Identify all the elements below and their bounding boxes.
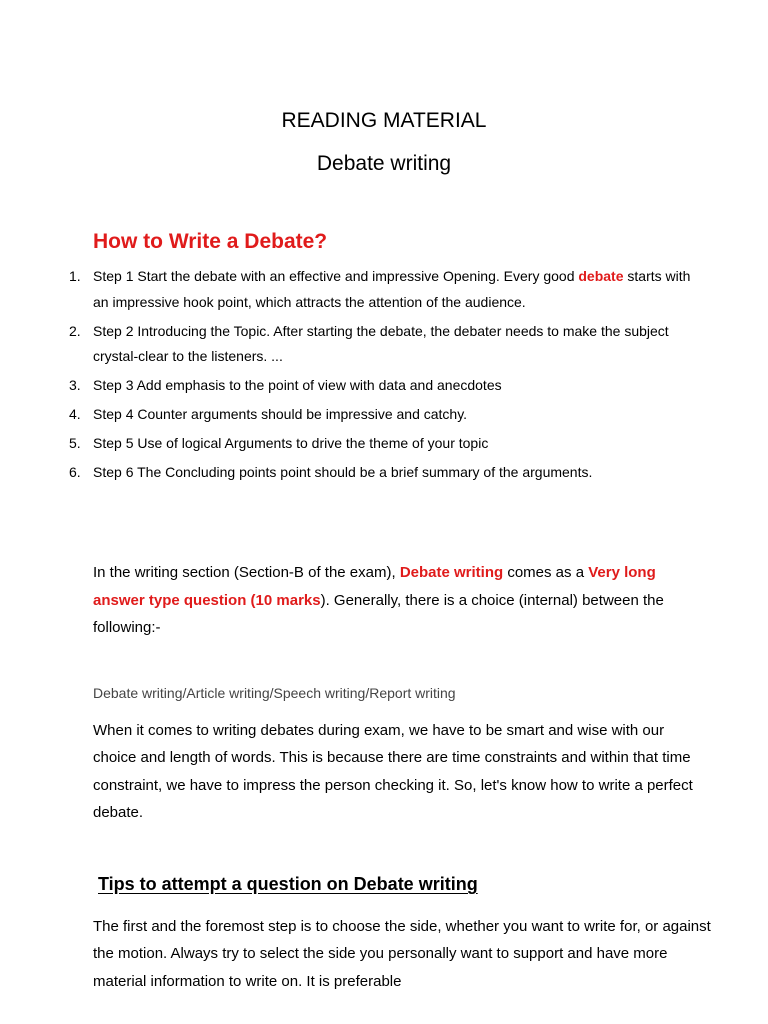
list-item [69,319,703,370]
exam-paragraph: When it comes to writing debates during exam, we have to be smart and wise with our choice and length of words. This is because there are time constraints and within that time constraint, we have to impress the person checking it. So, let's know how to write a perfect debate. [93,722,693,821]
highlight-link[interactable]: debate [578,268,624,284]
step-text: Step 6 The Concluding points point should be a brief summary of the arguments. [93,464,593,480]
list-item [69,431,703,457]
steps-list [69,264,703,489]
step-text: Step 1 Start the debate with an effective and impressive Opening. Every good [93,268,579,284]
writing-alternatives: Debate writing/Article writing/Speech writing/Report writing [93,685,456,701]
list-item [69,460,703,486]
page-subtitle: Debate writing [316,152,452,175]
list-item [69,264,703,315]
list-number: 1. [69,268,81,284]
tips-paragraph: The first and the foremost step is to choose the side, whether you want to write for, or against the motion. Always try to select the side you personally want to support and have more material information to write on. It is preferable [93,918,711,990]
list-number: 2. [69,322,81,339]
list-number: 4. [69,406,81,422]
highlight-debate-writing: Debate writing [399,564,504,581]
page-title: READING MATERIAL [281,109,487,132]
list-number: 6. [69,464,81,480]
step-text: starts with an impressive hook point, which attracts the attention of the audience. [93,268,691,310]
list-number: 3. [69,377,81,393]
intro-text: ). Generally, there is a choice (internal) between the following:- [93,591,664,636]
step-text: Step 5 Use of logical Arguments to drive the theme of your topic [93,435,489,451]
step-text: Step 4 Counter arguments should be impressive and catchy. [93,406,468,422]
intro-text: In the writing section (Section-B of the exam), [93,564,400,581]
list-item [69,373,703,399]
section-heading: How to Write a Debate? [93,230,328,253]
tips-heading: Tips to attempt a question on Debate writing [98,874,478,894]
step-text: Step 2 Introducing the Topic. After starting the debate, the debater needs to make the subject crystal-clear to the listeners. ... [93,322,669,364]
intro-text: comes as a [503,564,589,581]
list-number: 5. [69,435,81,451]
highlight-question-type: Very long answer type question (10 marks [93,564,656,609]
list-item [69,402,703,428]
intro-paragraph [93,559,703,642]
step-text: Step 3 Add emphasis to the point of view with data and anecdotes [93,377,502,393]
